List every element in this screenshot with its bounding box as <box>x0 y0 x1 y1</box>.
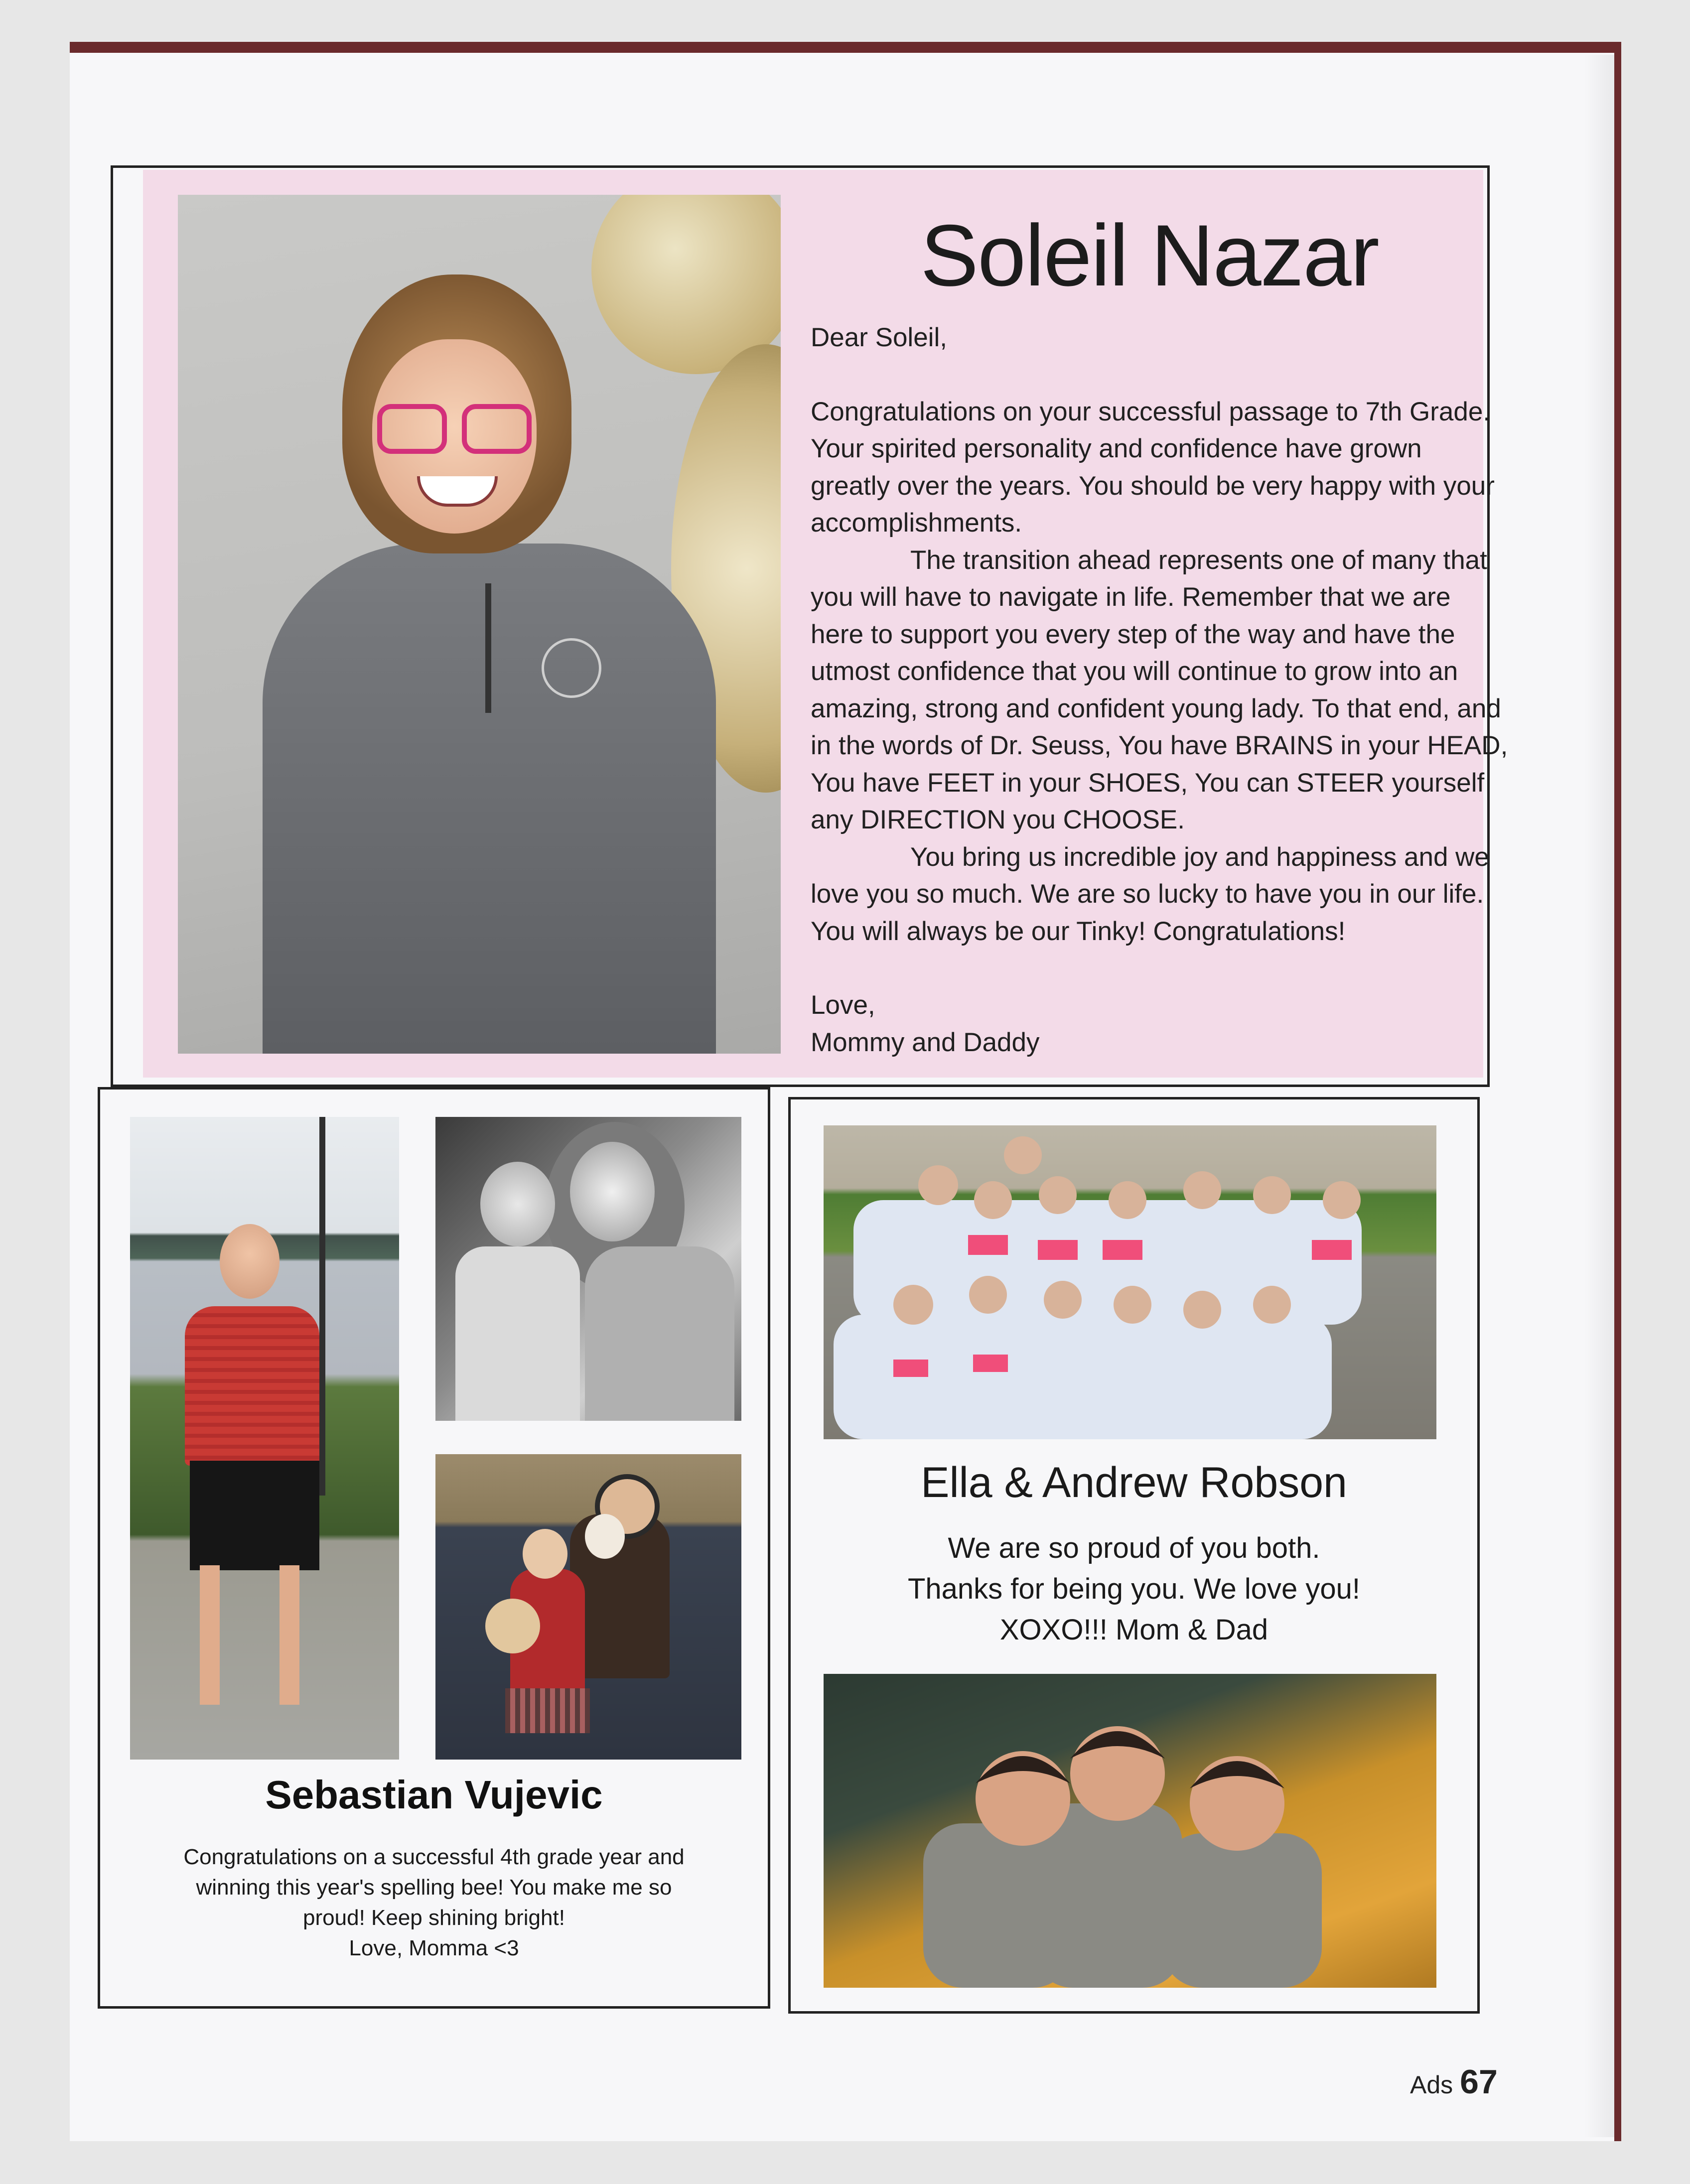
boy-face <box>480 1162 555 1246</box>
soleil-portrait-photo <box>178 195 781 1054</box>
page-top-edge <box>70 42 1620 53</box>
soleil-pink-panel <box>143 170 1508 1078</box>
soleil-letter <box>811 319 1508 1061</box>
girl-face <box>570 1142 655 1241</box>
soleil-name-heading: Soleil Nazar <box>920 207 1379 304</box>
message-line: Thanks for being you. We love you! <box>907 1573 1361 1605</box>
boy-body <box>455 1246 580 1421</box>
message-line: winning this year's spelling bee! You make me so <box>196 1875 672 1900</box>
page-binding-edge <box>1614 42 1621 2141</box>
letter-paragraph: Congratulations on your successful passage to 7th Grade. Your spirited personality and confidence have grown greatly over the years. You should be very happy with your accomplishments. <box>811 397 1495 538</box>
boy-leg <box>200 1565 220 1705</box>
boy-head <box>220 1224 280 1299</box>
group-of-girls <box>824 1125 1436 1439</box>
sebastian-bw-photo <box>435 1117 741 1421</box>
robson-team-photo <box>824 1125 1436 1439</box>
three-boys <box>824 1674 1436 1988</box>
boy-leg <box>280 1565 299 1705</box>
page-number: 67 <box>1460 2063 1498 2101</box>
school-logo <box>542 638 601 698</box>
girl-head <box>523 1529 567 1579</box>
sebastian-name-heading: Sebastian Vujevic <box>265 1773 603 1817</box>
letter-signature: Mommy and Daddy <box>811 1027 1040 1057</box>
glasses <box>462 404 532 454</box>
robson-name-heading: Ella & Andrew Robson <box>921 1459 1347 1506</box>
sailboat-mast <box>319 1117 325 1496</box>
message-line: We are so proud of you both. <box>948 1532 1320 1564</box>
letter-paragraph: You bring us incredible joy and happiness and we love you so much. We are so lucky to have you in our life. You will always be our Tinky! Congratulations! <box>811 842 1489 946</box>
letter-paragraph: The transition ahead represents one of many that you will have to navigate in life. Remember that we are here to support you every step of the way and have the utmost confidence that you will continue to grow into an amazing, strong and confident young lady. To that end, and in the words of Dr. Seuss, You have BRAINS in your HEAD, You have FEET in your SHOES, You can STEER yourself any DIRECTION you CHOOSE. <box>811 545 1508 834</box>
sweater-zipper <box>485 583 491 713</box>
sebastian-lake-photo <box>130 1117 399 1760</box>
letter-closing: Love, <box>811 990 875 1020</box>
plaid-skirt <box>505 1688 590 1733</box>
page-folio <box>1410 2062 1498 2101</box>
message-line: proud! Keep shining bright! <box>303 1906 565 1930</box>
sebastian-dogs-photo <box>435 1454 741 1760</box>
message-line: Congratulations on a successful 4th grade year and <box>183 1845 685 1869</box>
message-signature: XOXO!!! Mom & Dad <box>999 1614 1268 1646</box>
girl-body <box>585 1246 734 1421</box>
letter-salutation: Dear Soleil, <box>811 323 947 352</box>
boy-red-shirt <box>185 1306 319 1466</box>
soleil-ad <box>111 165 1508 1087</box>
dog <box>585 1514 625 1559</box>
glasses <box>377 404 447 454</box>
robson-message <box>791 1528 1477 1650</box>
sebastian-message <box>130 1842 738 1963</box>
robson-ad <box>788 1097 1480 2014</box>
sebastian-ad <box>98 1087 770 2009</box>
folio-section: Ads <box>1410 2071 1453 2099</box>
boy-shorts <box>190 1461 319 1570</box>
page-shadow <box>1584 55 1614 2137</box>
message-signature: Love, Momma <3 <box>349 1936 519 1960</box>
robson-boys-photo <box>824 1674 1436 1988</box>
dog <box>485 1599 540 1653</box>
